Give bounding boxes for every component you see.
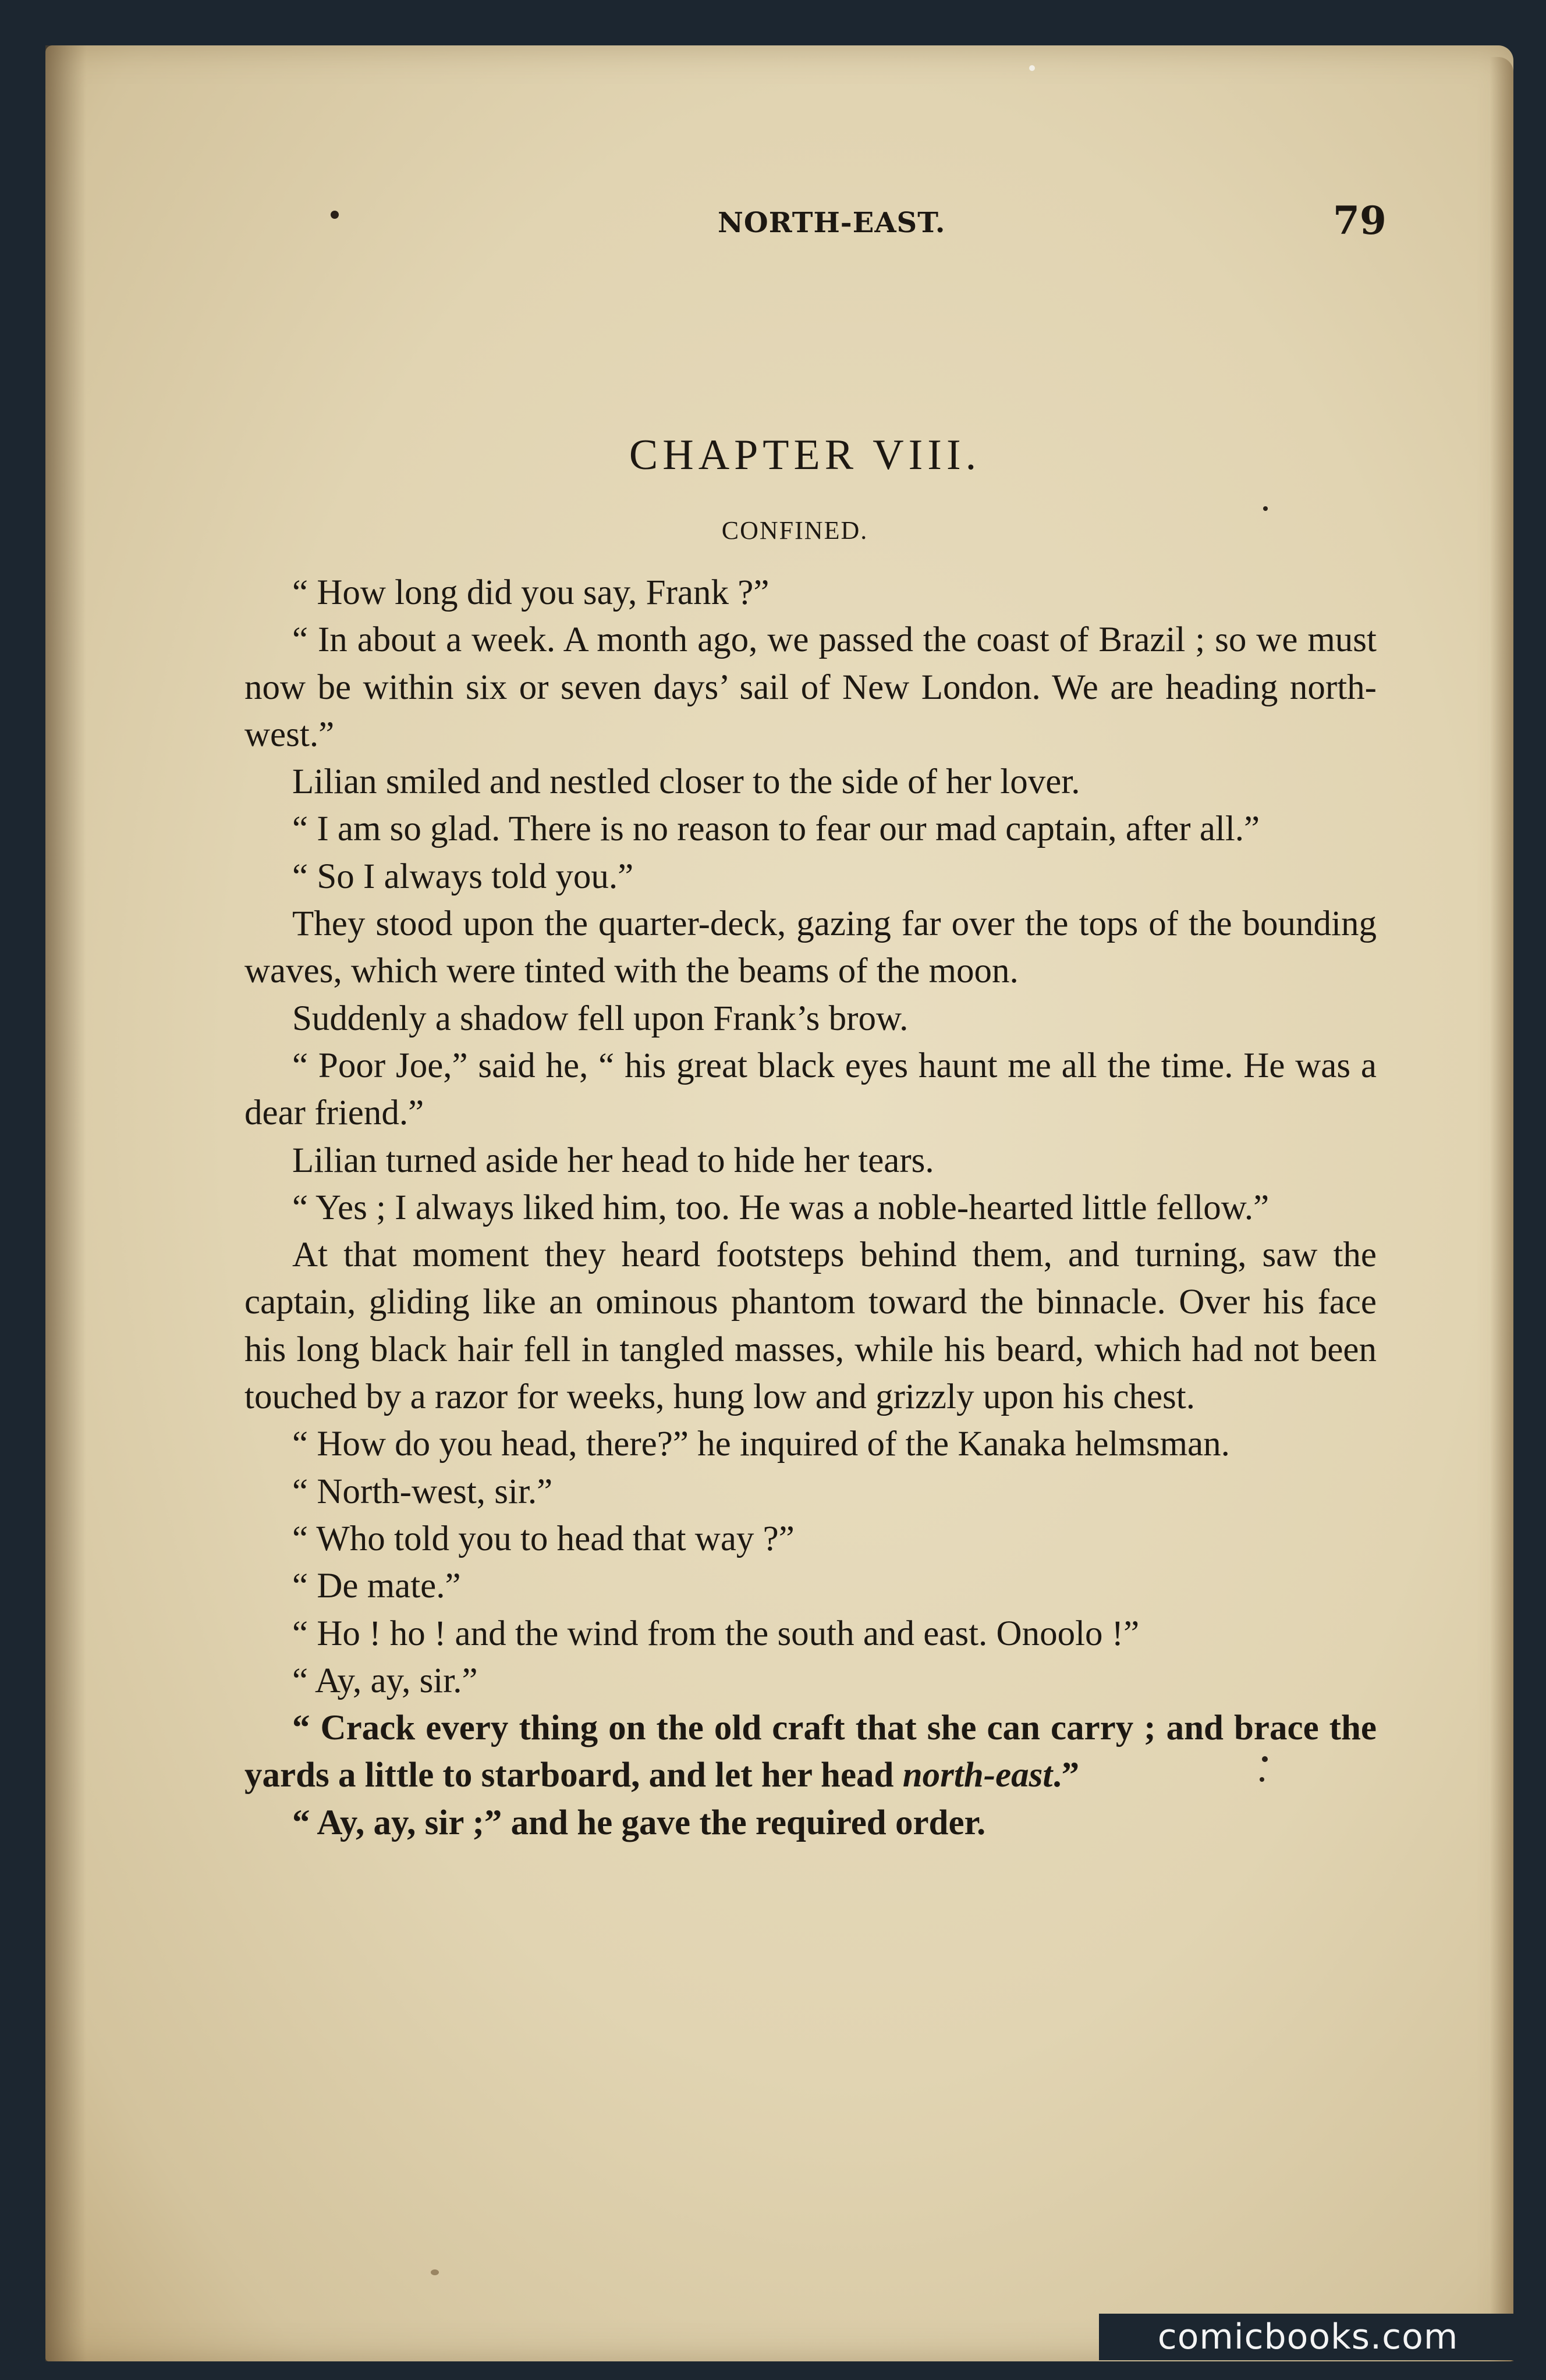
paragraph-text: .” <box>1052 1756 1080 1795</box>
paragraph: “ How long did you say, Frank ?” <box>292 573 770 612</box>
ink-speck <box>431 2269 439 2275</box>
paragraph: Suddenly a shadow fell upon Frank’s brow. <box>292 999 909 1038</box>
paragraph: “ How do you head, there?” he inquired of the Kanaka helmsman. <box>292 1425 1230 1464</box>
paragraph: “ So I always told you.” <box>292 857 634 896</box>
paragraph: “ North-west, sir.” <box>292 1472 553 1511</box>
emphasis-text: north-east <box>902 1756 1053 1795</box>
paragraph: “ Poor Joe,” said he, “ his great black eyes haunt me all the time. He was a dear friend.” <box>244 1046 1377 1133</box>
chapter-subtitle: CONFINED. <box>721 516 868 545</box>
chapter-title: CHAPTER VIII. <box>629 431 981 479</box>
watermark-text: comicbooks.com <box>1157 2317 1459 2357</box>
ink-speck <box>331 211 339 219</box>
paragraph: At that moment they heard footsteps behind them, and turning, saw the captain, gliding like an ominous phantom toward the binnacle. Over his face his long black hair fell in tangled masses, while his beard, which had not been touched by a razor for weeks, hung low and grizzly upon his chest. <box>244 1235 1377 1417</box>
watermark <box>1099 2314 1517 2360</box>
ink-speck <box>1262 1756 1268 1762</box>
paragraph: “ Who told you to head that way ?” <box>292 1519 795 1558</box>
paragraph: “ De mate.” <box>292 1566 461 1606</box>
paragraph: “ In about a week. A month ago, we passed the coast of Brazil ; so we must now be within six or seven days’ sail of New London. We are heading north-west.” <box>244 620 1377 754</box>
page-number: 79 <box>1333 198 1387 243</box>
paragraph-text: “ Crack every thing on the old craft that she can carry ; and brace the yards a little to starboard, and let her head <box>244 1708 1377 1795</box>
paragraph: They stood upon the quarter-deck, gazing far over the tops of the bounding waves, which were tinted with the beams of the moon. <box>244 904 1377 991</box>
running-head: NORTH-EAST. <box>718 207 946 239</box>
paragraph: Lilian smiled and nestled closer to the side of her lover. <box>292 762 1080 802</box>
paragraph: “ Ho ! ho ! and the wind from the south and east. Onoolo !” <box>292 1614 1140 1653</box>
paragraph: “ Ay, ay, sir.” <box>292 1661 478 1700</box>
paragraph: “ I am so glad. There is no reason to fear our mad captain, after all.” <box>292 809 1260 849</box>
ink-speck <box>1260 1777 1264 1782</box>
paragraph-bold: “ Ay, ay, sir ;” and he gave the required order. <box>292 1803 986 1842</box>
paragraph: Lilian turned aside her head to hide her tears. <box>292 1141 934 1180</box>
paragraph: “ Yes ; I always liked him, too. He was a noble-hearted little fellow.” <box>292 1188 1270 1227</box>
ink-speck <box>1263 506 1268 511</box>
body-text <box>244 569 1377 1846</box>
ink-speck <box>1029 65 1035 71</box>
paragraph-bold <box>244 1704 1377 1799</box>
